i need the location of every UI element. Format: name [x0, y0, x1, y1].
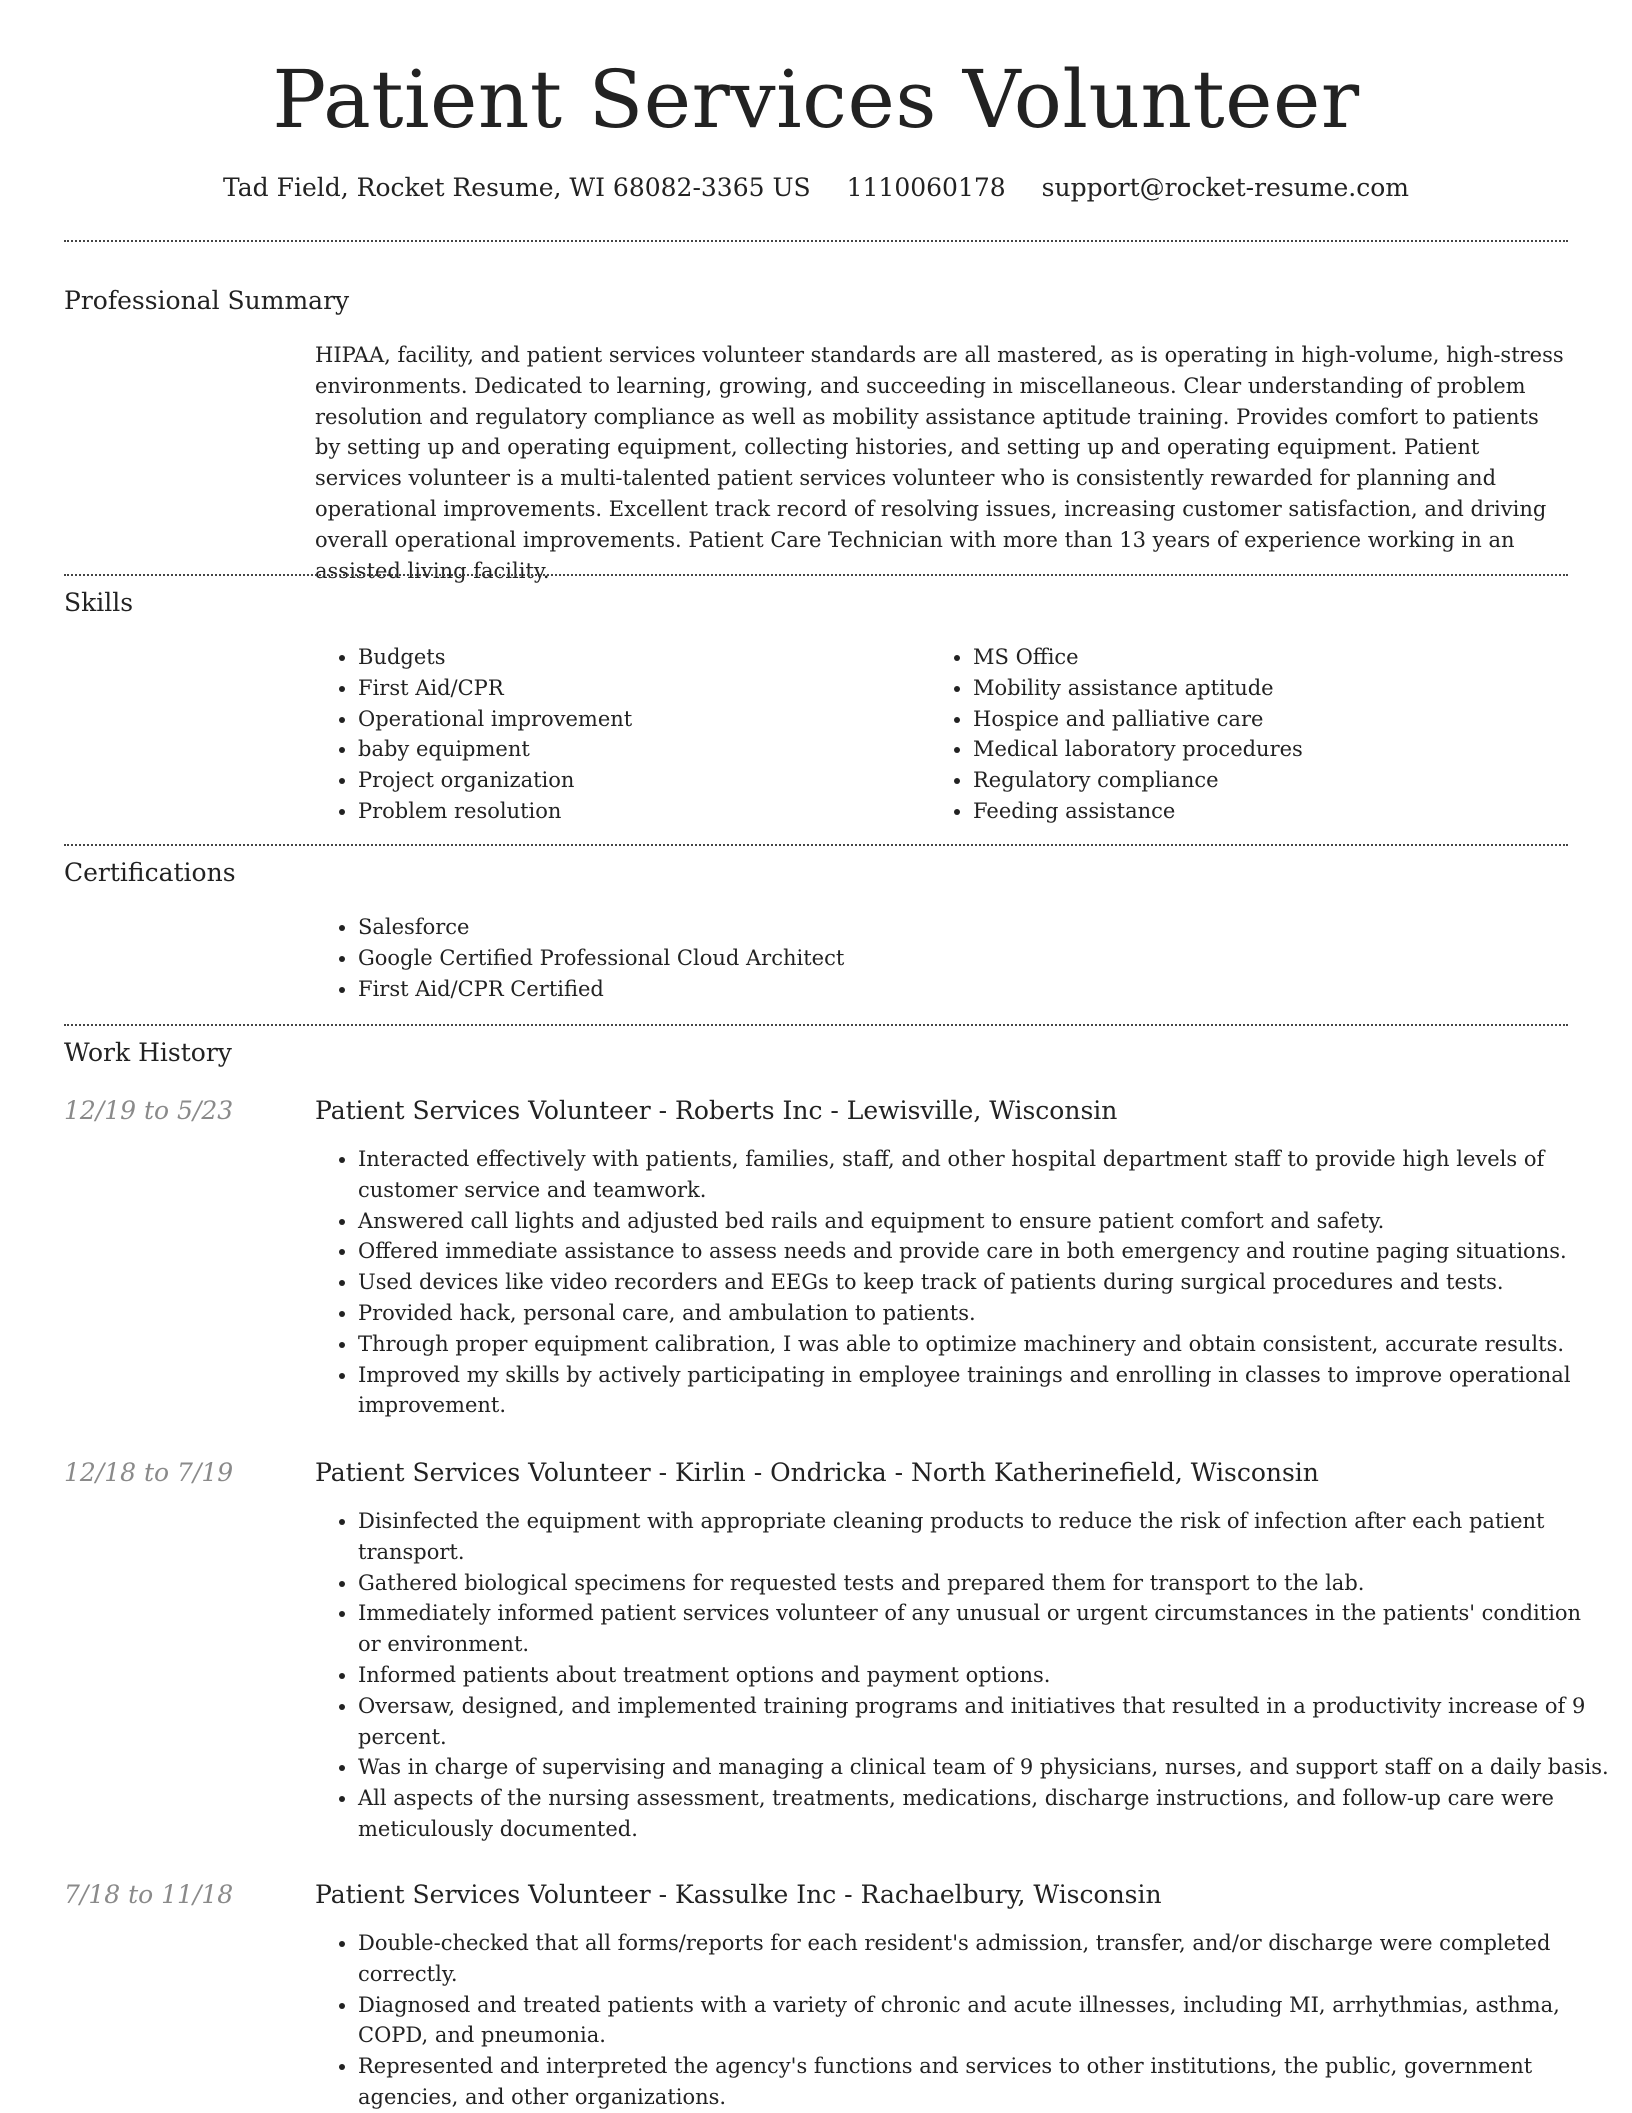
- certification-item: • Salesforce: [358, 912, 1608, 943]
- job-bullet: • All aspects of the nursing assessment, treatments, medications, discharge instructions, and follow-up care were meticulously documented.: [358, 1783, 1610, 1845]
- job-bullet: • Immediately informed patient services volunteer of any unusual or urgent circumstances in the patients' condition or environment.: [358, 1598, 1610, 1660]
- certification-item: • Google Certified Professional Cloud Architect: [358, 943, 1608, 974]
- skill-item: • Mobility assistance aptitude: [973, 673, 1593, 704]
- contact-address: Tad Field, Rocket Resume, WI 68082-3365 US: [223, 173, 811, 202]
- job-title: Patient Services Volunteer - Kirlin - Ondricka - North Katherinefield, Wisconsin: [315, 1458, 1319, 1487]
- job-bullet: • Offered immediate assistance to assess needs and provide care in both emergency and routine paging situations.: [358, 1236, 1610, 1267]
- job-bullet: • Answered call lights and adjusted bed rails and equipment to ensure patient comfort and safety.: [358, 1206, 1610, 1237]
- skill-item: • MS Office: [973, 642, 1593, 673]
- contact-email: support@rocket-resume.com: [1041, 173, 1409, 202]
- certifications-list: [315, 912, 1608, 1004]
- job-bullet: • Represented and interpreted the agency's functions and services to other institutions, the public, government agencies, and other organizations.: [358, 2051, 1610, 2113]
- job-bullet: • Interacted effectively with patients, families, staff, and other hospital department staff to provide high levels of customer service and teamwork.: [358, 1144, 1610, 1206]
- job-title: Patient Services Volunteer - Roberts Inc - Lewisville, Wisconsin: [315, 1096, 1118, 1125]
- job-bullet: • Through proper equipment calibration, I was able to optimize machinery and obtain consistent, accurate results.: [358, 1329, 1610, 1360]
- contact-phone: 1110060178: [846, 173, 1006, 202]
- section-divider: [64, 240, 1568, 242]
- skill-item: • Problem resolution: [358, 796, 928, 827]
- job-bullet: • Informed patients about treatment options and payment options.: [358, 1660, 1610, 1691]
- job-title: Patient Services Volunteer - Kassulke Inc - Rachaelbury, Wisconsin: [315, 1880, 1162, 1909]
- skill-item: • Budgets: [358, 642, 928, 673]
- job-dates: 12/19 to 5/23: [64, 1096, 234, 1125]
- job-bullet: • Provided hack, personal care, and ambulation to patients.: [358, 1298, 1610, 1329]
- job-bullet: • Was in charge of supervising and managing a clinical team of 9 physicians, nurses, and support staff on a daily basis.: [358, 1752, 1610, 1783]
- skill-item: • Operational improvement: [358, 704, 928, 735]
- section-divider: [64, 1024, 1568, 1026]
- job-bullet: • Used devices like video recorders and EEGs to keep track of patients during surgical procedures and tests.: [358, 1267, 1610, 1298]
- job-bullet: • Oversaw, designed, and implemented training programs and initiatives that resulted in a productivity increase of 9 percent.: [358, 1691, 1610, 1753]
- job-bullet: • Double-checked that all forms/reports for each resident's admission, transfer, and/or discharge were completed correctly.: [358, 1928, 1610, 1990]
- skill-item: • First Aid/CPR: [358, 673, 928, 704]
- skills-list-right: [930, 642, 1593, 827]
- job-bullets: [315, 1144, 1610, 1421]
- skill-item: • Feeding assistance: [973, 796, 1593, 827]
- contact-line: [0, 171, 1632, 205]
- job-bullets: [315, 1506, 1610, 1845]
- work-history-heading: Work History: [64, 1038, 232, 1067]
- summary-heading: Professional Summary: [64, 286, 350, 315]
- certification-item: • First Aid/CPR Certified: [358, 974, 1608, 1005]
- job-bullets: [315, 1928, 1610, 2113]
- resume-name: Patient Services Volunteer: [272, 53, 1360, 146]
- skills-list-left: [315, 642, 928, 827]
- skill-item: • Project organization: [358, 765, 928, 796]
- job-bullet: • Improved my skills by actively participating in employee trainings and enrolling in classes to improve operational improvement.: [358, 1360, 1610, 1422]
- section-divider: [64, 574, 1568, 576]
- summary-text: HIPAA, facility, and patient services volunteer standards are all mastered, as is operating in high-volume, high-stress environments. Dedicated to learning, growing, and succeeding in miscellaneous. Clear understanding of problem resolution and regulatory compliance as well as mobility assistance aptitude training. Provides comfort to patients by setting up and operating equipment, collecting histories, and setting up and operating equipment. Patient services volunteer is a multi-talented patient services volunteer who is consistently rewarded for planning and operational improvements. Excellent track record of resolving issues, increasing customer satisfaction, and driving overall operational improvements. Patient Care Technician with more than 13 years of experience working in an assisted living facility.: [315, 343, 1564, 583]
- skill-item: • baby equipment: [358, 734, 928, 765]
- job-bullet: • Gathered biological specimens for requested tests and prepared them for transport to the lab.: [358, 1568, 1610, 1599]
- skill-item: • Regulatory compliance: [973, 765, 1593, 796]
- certifications-heading: Certifications: [64, 858, 236, 887]
- job-dates: 7/18 to 11/18: [64, 1880, 234, 1909]
- skill-item: • Medical laboratory procedures: [973, 734, 1593, 765]
- skills-heading: Skills: [64, 588, 134, 617]
- job-dates: 12/18 to 7/19: [64, 1458, 234, 1487]
- skill-item: • Hospice and palliative care: [973, 704, 1593, 735]
- section-divider: [64, 844, 1568, 846]
- job-bullet: • Disinfected the equipment with appropriate cleaning products to reduce the risk of infection after each patient transport.: [358, 1506, 1610, 1568]
- job-bullet: • Diagnosed and treated patients with a variety of chronic and acute illnesses, including MI, arrhythmias, asthma, COPD, and pneumonia.: [358, 1990, 1610, 2052]
